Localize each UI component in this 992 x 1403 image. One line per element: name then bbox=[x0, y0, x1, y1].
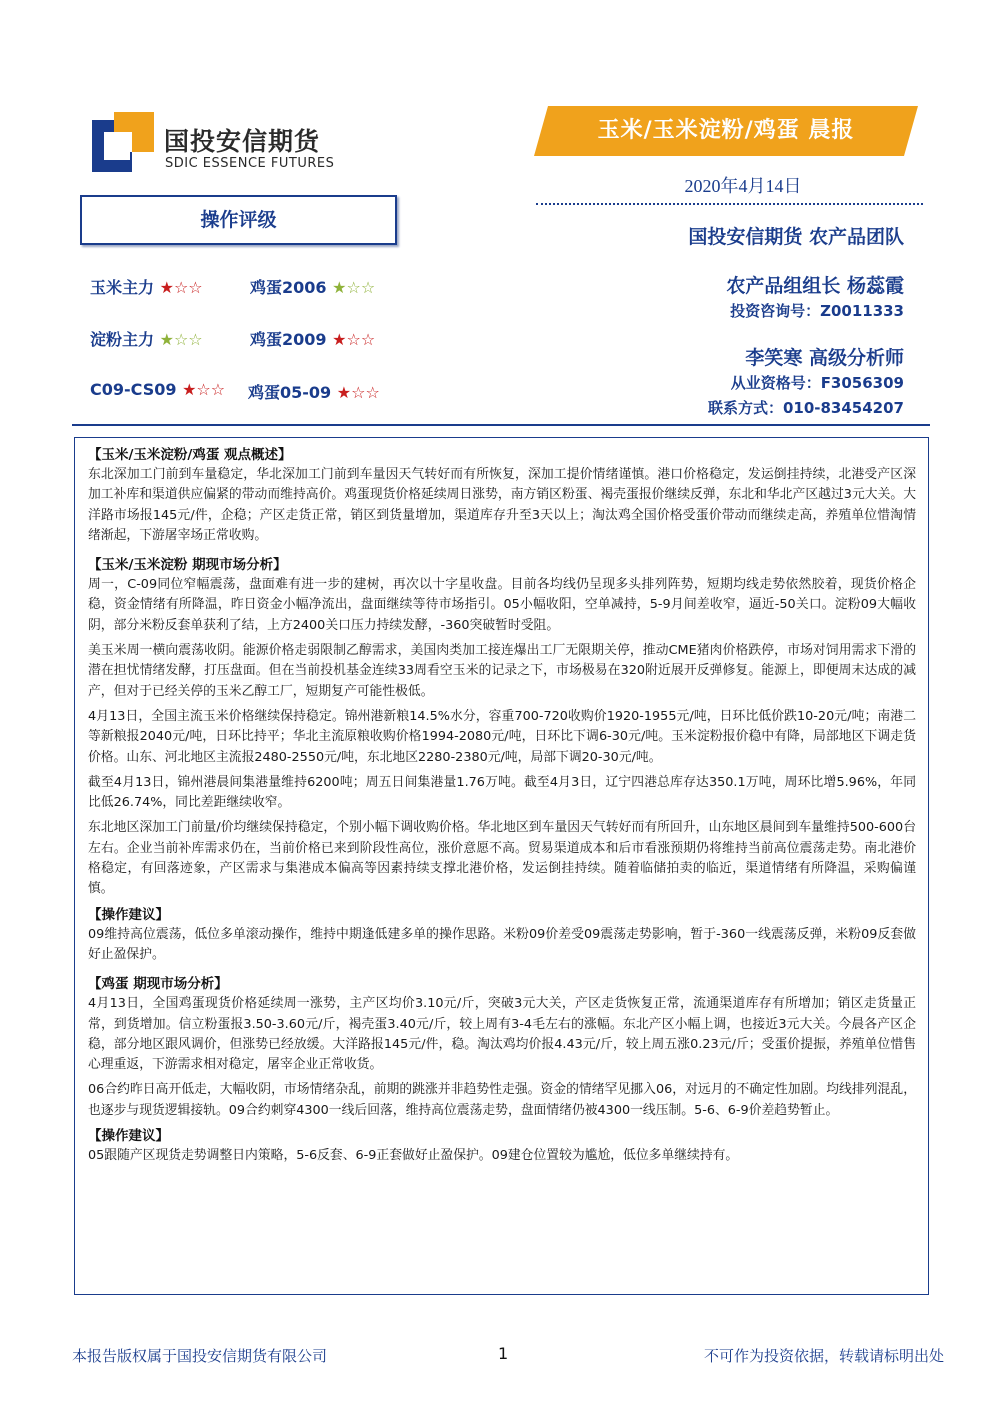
company-name-en: SDIC ESSENCE FUTURES bbox=[165, 156, 335, 171]
company-logo bbox=[92, 112, 342, 172]
rating-item-name: 淀粉主力 bbox=[90, 330, 155, 349]
analyst-senior-contact: 联系方式：010-83454207 bbox=[707, 399, 904, 417]
rating-stars-icon: ★☆☆ bbox=[159, 278, 203, 297]
rating-item bbox=[250, 327, 375, 350]
corn-advice-heading: 【操作建议】 bbox=[88, 906, 169, 923]
corn-paragraph: 东北地区深加工门前量/价均继续保持稳定，个别小幅下调收购价格。华北地区到车量因天气转好而有所回升，山东地区晨间到车量维持500-600台左右。企业当前补库需求仍在，当前价格已来到阶段性高位，涨价意愿不高。贸易渠道成本和后市看涨预期仍将维持当前高位震荡走势。南北港价格稳定，有回落迹象，产区需求与集港成本偏高等因素持续支撑北港价格，发运倒挂持续。随着临储拍卖的临近，渠道情绪有所降温，采购偏谨慎。 bbox=[88, 820, 916, 897]
rating-item bbox=[90, 380, 225, 399]
egg-advice-text: 05跟随产区现货走势调整日内策略，5-6反套、6-9正套做好止盈保护。09建仓位置较为尴尬，低位多单继续持有。 bbox=[88, 1148, 739, 1164]
analyst-senior-title: 李笑寒 高级分析师 bbox=[745, 347, 904, 369]
rating-item bbox=[90, 327, 203, 350]
rating-item bbox=[250, 275, 375, 298]
page-number: 1 bbox=[498, 1344, 509, 1363]
corn-analysis-heading: 【玉米/玉米淀粉 期现市场分析】 bbox=[88, 557, 287, 574]
egg-paragraph: 06合约昨日高开低走，大幅收阴，市场情绪杂乱，前期的跳涨并非趋势性走强。资金的情绪罕见挪入06，对远月的不确定性加剧。均线排列混乱，也逐步与现货逻辑接轨。09合约刺穿4300一线后回落，维持高位震荡走势，盘面情绪仍被4300一线压制。5-6、6-9价差趋势暂止。 bbox=[88, 1082, 916, 1118]
company-name-cn: 国投安信期货 bbox=[164, 127, 321, 156]
rating-stars-icon: ★☆☆ bbox=[332, 330, 376, 349]
footer-copyright: 本报告版权属于国投安信期货有限公司 bbox=[72, 1347, 328, 1365]
report-date: 2020年4月14日 bbox=[684, 176, 802, 196]
report-title: 玉米/玉米淀粉/鸡蛋 晨报 bbox=[597, 118, 855, 143]
header-dotted-divider bbox=[536, 203, 923, 205]
analyst-lead-license: 投资咨询号：Z0011333 bbox=[730, 302, 904, 320]
corn-advice-text: 09维持高位震荡，低位多单滚动操作，维持中期逢低建多单的操作思路。米粉09价差受09震荡走势影响，暂于-360一线震荡反弹，米粉09反套做好止盈保护。 bbox=[88, 926, 916, 962]
analyst-senior-license: 从业资格号：F3056309 bbox=[730, 374, 904, 392]
rating-stars-icon: ★☆☆ bbox=[159, 330, 203, 349]
egg-advice-heading: 【操作建议】 bbox=[88, 1128, 169, 1145]
report-body bbox=[74, 437, 929, 1295]
rating-item-name: 鸡蛋2009 bbox=[250, 330, 327, 349]
rating-item-name: 鸡蛋05-09 bbox=[248, 383, 332, 402]
corn-paragraph: 4月13日，全国主流玉米价格继续保持稳定。锦州港新粮14.5%水分，容重700-720收购价1920-1955元/吨，日环比低价跌10-20元/吨；南港二等新粮报2040元/吨，日环比持平；华北主流原粮收购价格1994-2080元/吨，日环比下调6-30元/吨。玉米淀粉报价稳中有降，局部地区下调走货价格。山东、河北地区主流报2480-2550元/吨，东北地区2280-2380元/吨，局部下调20-30元/吨。 bbox=[88, 708, 916, 765]
corn-paragraph: 周一，C-09同位窄幅震荡，盘面难有进一步的建树，再次以十字星收盘。目前各均线仍呈现多头排列阵势，短期均线走势依然胶着，现货价格企稳，资金情绪有所降温，昨日资金小幅净流出，盘面继续等待市场指引。05小幅收阳，空单减持，5-9月间差收窄，逼近-50关口。淀粉09大幅收阴，部分米粉反套单获利了结，上方2400关口压力持续发酵，-360突破暂时受阻。 bbox=[88, 577, 916, 633]
overview-text: 东北深加工门前到车量稳定，华北深加工门前到车量因天气转好而有所恢复，深加工提价情绪谨慎。港口价格稳定，发运倒挂持续，北港受产区深加工补库和渠道供应偏紧的带动而维持高价。鸡蛋现货价格延续周日涨势，南方销区粉蛋、褐壳蛋报价继续反弹，东北和华北产区越过3元大关。大洋路市场报145元/件，企稳；产区走货正常，销区到货量增加，渠道库存升至3天以上；淘汰鸡全国价格受蛋价带动而继续走高，养殖单位惜淘情绪渐起，下游屠宰场正常收购。 bbox=[88, 467, 916, 543]
rating-stars-icon: ★☆☆ bbox=[182, 380, 226, 399]
rating-item-name: 玉米主力 bbox=[90, 278, 155, 297]
egg-paragraph: 4月13日，全国鸡蛋现货价格延续周一涨势，主产区均价3.10元/斤，突破3元大关，产区走货恢复正常，流通渠道库存有所增加；销区走货量正常，到货增加。信立粉蛋报3.50-3.60元/斤，褐壳蛋3.40元/斤，较上周有3-4毛左右的涨幅。东北产区小幅上调，也接近3元大关。今晨各产区企稳，部分地区跟风调价，但涨势已经放缓。大洋路报145元/件，稳。淘汰鸡均价报4.43元/斤，较上周五涨0.23元/斤；受蛋价提振，养殖单位惜售心理重返，下游需求相对稳定，屠宰企业正常收货。 bbox=[88, 996, 916, 1073]
rating-stars-icon: ★☆☆ bbox=[332, 278, 376, 297]
rating-item bbox=[248, 380, 380, 403]
egg-analysis-heading: 【鸡蛋 期现市场分析】 bbox=[88, 976, 228, 993]
analyst-lead-title: 农产品组组长 杨蕊霞 bbox=[726, 275, 904, 297]
rating-stars-icon: ★☆☆ bbox=[336, 383, 380, 402]
footer-disclaimer: 不可作为投资依据，转载请标明出处 bbox=[703, 1347, 944, 1365]
rating-item bbox=[90, 275, 203, 298]
team-name: 国投安信期货 农产品团队 bbox=[688, 226, 904, 248]
header-divider bbox=[72, 424, 930, 426]
rating-item-name: 鸡蛋2006 bbox=[250, 278, 327, 297]
corn-paragraph: 美玉米周一横向震荡收阴。能源价格走弱限制乙醇需求，美国肉类加工接连爆出工厂无限期关停，推动CME猪肉价格跌停，市场对饲用需求下滑的潜在担忧情绪发酵，打压盘面。但在当前投机基金连续33周看空玉米的记录之下，市场极易在320附近展开反弹修复。能源上，即便周末达成的减产，但对于已经关停的玉米乙醇工厂，短期复产可能性极低。 bbox=[88, 643, 916, 699]
report-title-banner bbox=[534, 106, 918, 156]
rating-item-name: C09-CS09 bbox=[90, 380, 177, 399]
corn-paragraph: 截至4月13日，锦州港晨间集港量维持6200吨；周五日间集港量1.76万吨。截至4月3日，辽宁四港总库存达350.1万吨，周环比增5.96%，年同比低26.74%，同比差距继续收窄。 bbox=[88, 774, 916, 811]
overview-heading: 【玉米/玉米淀粉/鸡蛋 观点概述】 bbox=[88, 447, 292, 463]
company-logo-mark-icon bbox=[92, 112, 154, 172]
rating-label-box: 操作评级 bbox=[80, 195, 397, 245]
